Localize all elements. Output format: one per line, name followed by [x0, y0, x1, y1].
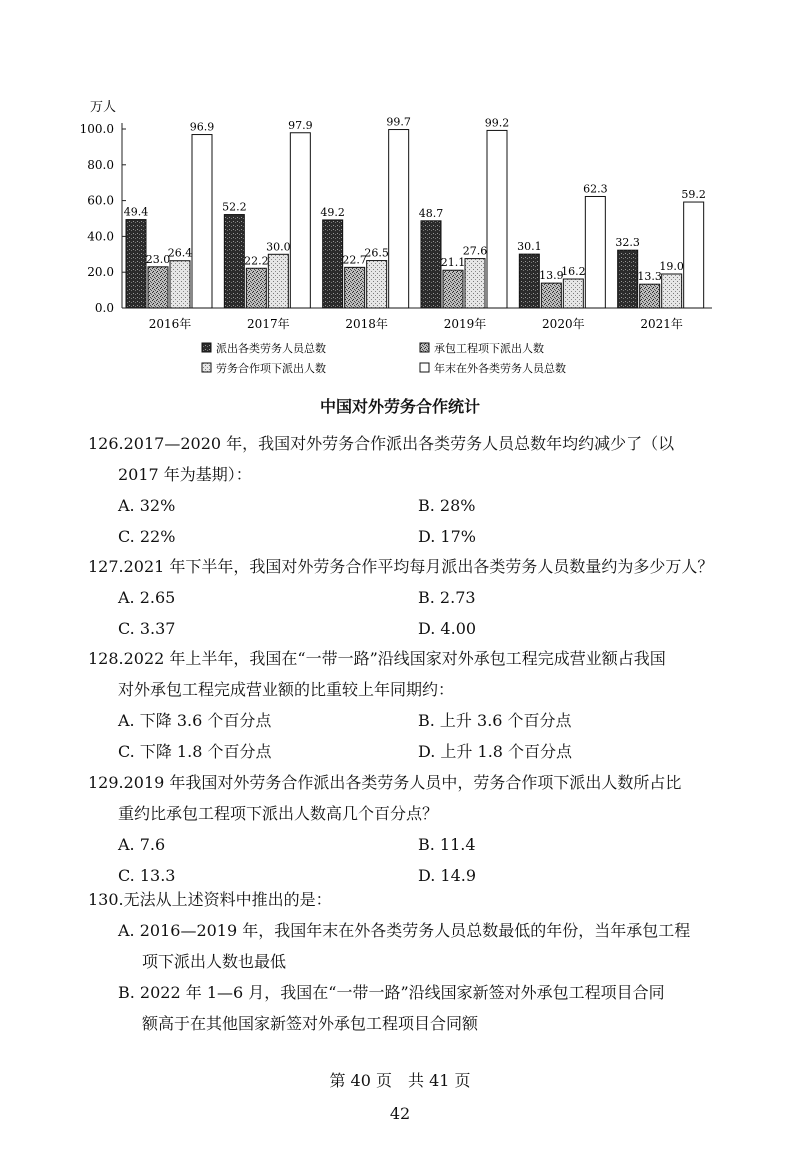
option-a[interactable]: A. 2.65 — [118, 588, 176, 607]
chart-caption: 中国对外劳务合作统计 — [319, 397, 480, 416]
option-d[interactable]: D. 4.00 — [418, 619, 477, 638]
bar-2 — [148, 267, 168, 308]
option-c[interactable]: C. 22% — [118, 527, 176, 546]
bar-value-label: 99.7 — [386, 115, 411, 129]
bar-chart — [0, 0, 800, 390]
bar-4 — [684, 202, 704, 308]
legend-swatch — [202, 363, 211, 372]
bar-value-label: 26.4 — [167, 246, 193, 260]
option-c[interactable]: C. 下降 1.8 个百分点 — [118, 742, 272, 761]
option-d[interactable]: D. 17% — [418, 527, 476, 546]
option-c[interactable]: C. 3.37 — [118, 619, 176, 638]
bar-value-label: 19.0 — [659, 259, 684, 273]
y-tick-label: 20.0 — [87, 265, 114, 280]
option-a[interactable]: A. 下降 3.6 个百分点 — [118, 711, 272, 730]
question-stem-cont: 对外承包工程完成营业额的比重较上年同期约： — [118, 680, 455, 699]
bar-value-label: 23.0 — [145, 252, 171, 266]
option-a[interactable]: A. 32% — [118, 496, 176, 515]
bar-1 — [519, 254, 539, 308]
page-number: 42 — [389, 1104, 411, 1123]
question-stem-cont: 重约比承包工程项下派出人数高几个百分点？ — [118, 804, 439, 823]
bar-value-label: 49.4 — [123, 205, 149, 219]
question-stem: 129.2019 年我国对外劳务合作派出各类劳务人员中，劳务合作项下派出人数所占比 — [88, 773, 682, 792]
bar-4 — [389, 130, 409, 308]
bar-value-label: 22.2 — [244, 254, 269, 268]
option-d[interactable]: D. 上升 1.8 个百分点 — [418, 742, 573, 761]
bar-value-label: 13.9 — [539, 269, 564, 283]
bar-value-label: 30.1 — [517, 240, 542, 254]
y-tick-label: 100.0 — [79, 122, 114, 136]
question-128 — [88, 643, 728, 767]
option-d[interactable]: D. 14.9 — [418, 866, 477, 885]
option-b[interactable] — [118, 977, 728, 1039]
question-stem: 127.2021 年下半年，我国对外劳务合作平均每月派出各类劳务人员数量约为多少万人？ — [88, 557, 714, 576]
question-129 — [88, 767, 728, 891]
option-a-line1: A. 2016—2019 年，我国年末在外各类劳务人员总数最低的年份，当年承包工程 — [118, 921, 691, 940]
legend-label: 承包工程项下派出人数 — [434, 342, 544, 355]
option-b[interactable]: B. 2.73 — [418, 588, 476, 607]
y-tick-label: 40.0 — [87, 229, 114, 244]
option-b-line1: B. 2022 年 1—6 月，我国在“一带一路”沿线国家新签对外承包工程项目合同 — [118, 983, 665, 1002]
y-axis-unit: 万人 — [90, 100, 117, 115]
question-stem-cont: 2017 年为基期）： — [118, 465, 252, 484]
bar-value-label: 62.3 — [583, 182, 608, 196]
bar-2 — [345, 267, 365, 308]
x-tick-label: 2016年 — [148, 317, 192, 331]
bar-value-label: 59.2 — [681, 188, 706, 202]
option-b-line2: 额高于在其他国家新签对外承包工程项目合同额 — [142, 1014, 479, 1033]
bar-value-label: 26.5 — [364, 246, 389, 260]
option-a[interactable]: A. 7.6 — [118, 835, 166, 854]
bar-2 — [640, 284, 660, 308]
legend-swatch — [420, 363, 429, 372]
bar-3 — [465, 259, 485, 308]
bar-3 — [662, 274, 682, 308]
option-b[interactable]: B. 11.4 — [418, 835, 476, 854]
question-127 — [88, 551, 728, 644]
legend-swatch — [202, 343, 211, 352]
page-footer: 第 40 页 共 41 页 — [329, 1071, 471, 1090]
bar-1 — [224, 215, 244, 308]
x-tick-label: 2020年 — [542, 317, 585, 331]
legend-label: 派出各类劳务人员总数 — [216, 342, 326, 355]
bar-value-label: 32.3 — [615, 236, 640, 250]
bar-value-label: 49.2 — [320, 205, 345, 219]
bar-4 — [290, 133, 310, 308]
bar-value-label: 21.1 — [440, 256, 466, 270]
bar-1 — [126, 220, 146, 308]
question-130 — [88, 884, 728, 1039]
bar-3 — [170, 261, 190, 308]
option-c[interactable]: C. 13.3 — [118, 866, 176, 885]
bar-2 — [541, 283, 561, 308]
bar-2 — [443, 270, 463, 308]
bar-value-label: 52.2 — [222, 200, 247, 214]
question-stem: 128.2022 年上半年，我国在“一带一路”沿线国家对外承包工程完成营业额占我国 — [88, 649, 666, 668]
bar-4 — [585, 196, 605, 308]
bar-value-label: 16.2 — [561, 265, 586, 279]
bar-value-label: 99.2 — [484, 116, 510, 130]
question-stem: 130.无法从上述资料中推出的是： — [88, 890, 332, 909]
bar-4 — [192, 135, 212, 308]
bar-value-label: 30.0 — [266, 240, 291, 254]
bar-value-label: 13.3 — [637, 270, 662, 284]
legend-label: 劳务合作项下派出人数 — [216, 362, 326, 375]
y-tick-label: 80.0 — [87, 157, 114, 172]
option-b[interactable]: B. 上升 3.6 个百分点 — [418, 711, 572, 730]
bar-value-label: 97.9 — [288, 118, 313, 132]
x-tick-label: 2021年 — [640, 317, 683, 331]
bar-3 — [268, 254, 288, 308]
option-a[interactable] — [118, 915, 728, 977]
question-126 — [88, 428, 728, 552]
bar-value-label: 96.9 — [189, 120, 215, 134]
bar-value-label: 27.6 — [462, 244, 488, 258]
y-tick-label: 60.0 — [87, 193, 114, 208]
legend-label: 年末在外各类劳务人员总数 — [434, 362, 566, 375]
bar-1 — [421, 221, 441, 308]
bar-1 — [323, 220, 343, 308]
bar-1 — [618, 250, 638, 308]
bar-3 — [367, 261, 387, 308]
x-tick-label: 2018年 — [345, 317, 388, 331]
bar-4 — [487, 130, 507, 308]
bar-value-label: 48.7 — [418, 206, 444, 220]
bar-2 — [246, 268, 266, 308]
question-stem: 126.2017—2020 年，我国对外劳务合作派出各类劳务人员总数年均约减少了（以 — [88, 434, 675, 453]
option-a-line2: 项下派出人数也最低 — [142, 952, 287, 971]
x-tick-label: 2019年 — [443, 317, 487, 331]
legend-swatch — [420, 343, 429, 352]
bar-value-label: 22.7 — [342, 253, 367, 267]
bar-3 — [563, 279, 583, 308]
option-b[interactable]: B. 28% — [418, 496, 476, 515]
y-tick-label: 0.0 — [94, 301, 114, 315]
x-tick-label: 2017年 — [247, 317, 290, 331]
